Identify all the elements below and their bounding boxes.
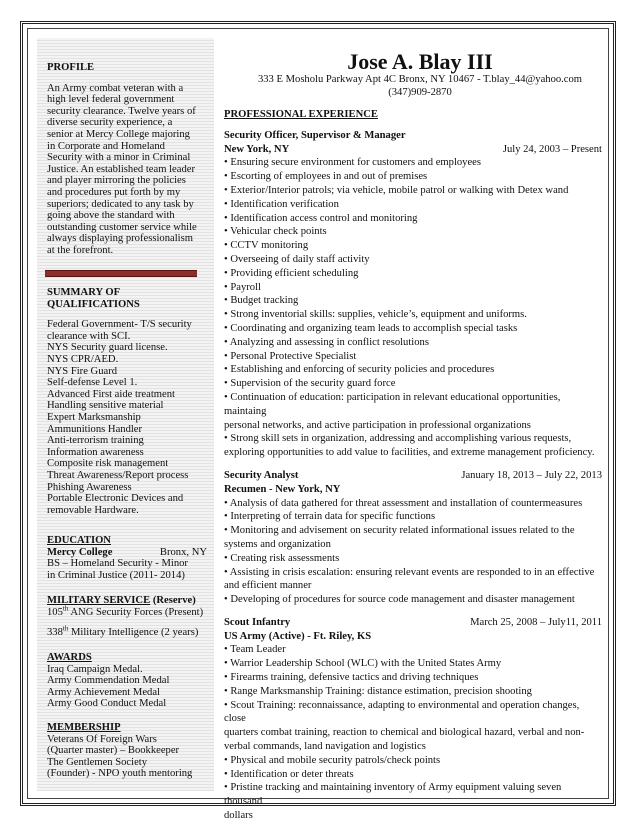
job1-bullet: personal networks, and active participation in professional organizations <box>224 419 531 431</box>
military-heading-suffix: (Reserve) <box>152 595 196 606</box>
job1-bullet: • Identification access control and monitoring <box>224 212 418 224</box>
profile-text <box>47 83 207 257</box>
awards-list <box>47 664 207 710</box>
job1-bullet: • Identification verification <box>224 198 339 210</box>
award-item: Army Achievement Medal <box>47 686 160 698</box>
qualifications-heading-1: SUMMARY OF <box>47 287 121 298</box>
job1-bullet: • Strong skill sets in organization, addressing and accomplishing various requests, <box>224 433 572 445</box>
membership-section <box>47 722 207 780</box>
profile-line: and procedures put forth by my <box>47 186 181 198</box>
profile-line: An Army combat veteran with a <box>47 82 184 94</box>
job1-location: New York, NY <box>224 143 290 155</box>
education-section <box>47 535 207 581</box>
experience-heading: PROFESSIONAL EXPERIENCE <box>224 109 378 120</box>
qualification-item: Phishing Awareness <box>47 481 132 493</box>
qualifications-section <box>47 287 207 516</box>
profile-line: Justice. An established team leader <box>47 163 195 175</box>
qualification-item: Anti-terrorism training <box>47 435 144 447</box>
membership-item: (Quarter master) – Bookkeeper <box>47 745 180 757</box>
qualification-item: removable Hardware. <box>47 504 139 516</box>
profile-section <box>47 62 207 257</box>
job2-bullet: • Developing of procedures for source code management and disaster management <box>224 594 575 606</box>
qualification-item: NYS CPR/AED. <box>47 353 119 365</box>
job2-bullet: • Assisting in crisis escalation: ensuring relevant events are responded to in an effective <box>224 566 595 578</box>
qualification-item: Expert Marksmanship <box>47 411 141 423</box>
job3-employer: US Army (Active) - Ft. Riley, KS <box>224 630 372 642</box>
job2-dates: January 18, 2013 – July 22, 2013 <box>461 469 602 481</box>
award-item: Army Good Conduct Medal <box>47 698 167 710</box>
awards-heading: AWARDS <box>47 652 92 663</box>
job1-bullet: • Escorting of employees in and out of premises <box>224 171 428 183</box>
qualification-item: Information awareness <box>47 446 144 458</box>
education-school: Mercy College <box>47 546 113 558</box>
profile-line: security clearance. Twelve years of <box>47 105 196 117</box>
military-item-1: 105th ANG Security Forces (Present) <box>47 604 204 618</box>
experience-section <box>224 108 602 823</box>
qualification-item: Self-defense Level 1. <box>47 377 138 389</box>
job1-bullet: • Supervision of the security guard force <box>224 378 396 390</box>
military-heading: MILITARY SERVICE <box>47 595 151 606</box>
qualifications-heading-2: QUALIFICATIONS <box>47 298 140 310</box>
qualifications-list <box>47 319 207 516</box>
job3-bullet: verbal commands, land navigation and logistics <box>224 741 426 753</box>
award-item: Army Commendation Medal <box>47 675 170 687</box>
job2-employer: Recumen - New York, NY <box>224 483 341 495</box>
membership-item: (Founder) - NPO youth mentoring <box>47 768 193 780</box>
profile-line: in Corporate and Homeland <box>47 140 165 152</box>
military-section <box>47 595 207 639</box>
job2-title: Security Analyst <box>224 469 299 481</box>
job2-title-row <box>224 469 602 483</box>
qualification-item: clearance with SCI. <box>47 330 131 342</box>
job1-bullet: • Overseeing of daily staff activity <box>224 253 370 265</box>
job3-bullet: dollars <box>224 810 253 822</box>
profile-line: going above the standard with <box>47 210 175 222</box>
job1-bullet: • Establishing and enforcing of security policies and procedures <box>224 364 495 376</box>
profile-line: high level federal government <box>47 94 175 106</box>
contact-phone: (347)909-2870 <box>388 87 452 98</box>
qualification-item: Threat Awareness/Report process <box>47 469 189 481</box>
job3-bullet: • Identification or deter threats <box>224 768 354 780</box>
job2-bullet: systems and organization <box>224 538 331 550</box>
job3-title-row <box>224 616 602 630</box>
job3-dates: March 25, 2008 – July11, 2011 <box>470 616 602 628</box>
job1-title: Security Officer, Supervisor & Manager <box>224 129 406 141</box>
job1-bullet: • Providing efficient scheduling <box>224 267 359 279</box>
job3-bullet: • Physical and mobile security patrols/check points <box>224 754 441 766</box>
profile-line: outstanding customer service while <box>47 221 197 233</box>
military-item-2: 338th Military Intelligence (2 years) <box>47 624 199 639</box>
job1-bullet: exploring opportunities to add value to facilities, and extreme management proficiency. <box>224 447 595 459</box>
education-line: BS – Homeland Security - Minor <box>47 558 188 570</box>
section-divider <box>45 270 197 277</box>
profile-heading: PROFILE <box>47 62 95 73</box>
qualification-item: NYS Fire Guard <box>47 365 118 377</box>
education-line: in Criminal Justice (2011- 2014) <box>47 569 185 581</box>
job3-bullet: quarters combat training, reaction to chemical and biological hazard, verbal and non- <box>224 727 585 739</box>
education-location: Bronx, NY <box>159 546 207 558</box>
job1-bullet: • Budget tracking <box>224 295 299 307</box>
candidate-name: Jose A. Blay III <box>347 49 493 74</box>
qualification-item: Federal Government- T/S security <box>47 319 192 331</box>
education-details <box>47 558 207 581</box>
awards-section <box>47 652 207 710</box>
profile-line: and player mirroring the policies <box>47 175 186 187</box>
job1-bullet: • CCTV monitoring <box>224 240 309 252</box>
job1-bullet: • Analyzing and assessing in conflict resolutions <box>224 336 429 348</box>
qualification-item: Handling sensitive material <box>47 400 164 412</box>
job2-bullet: • Analysis of data gathered for threat assessment and installation of countermeasures <box>224 497 583 509</box>
job1-bullet: • Vehicular check points <box>224 226 327 238</box>
job3-bullet: • Range Marksmanship Training: distance estimation, precision shooting <box>224 685 532 697</box>
qualification-item: Ammunitions Handler <box>47 423 143 435</box>
job2-bullet: • Interpreting of terrain data for specific functions <box>224 511 436 523</box>
profile-line: Security with a minor in Criminal <box>47 152 191 164</box>
qualification-item: NYS Security guard license. <box>47 342 168 354</box>
qualification-item: Portable Electronic Devices and <box>47 493 184 505</box>
job2-bullet: and efficient manner <box>224 580 312 592</box>
job3-bullet: • Scout Training: reconnaissance, adapting to environmental and operation changes, close <box>224 699 580 725</box>
job1-bullet: • Coordinating and organizing team leads to accomplish special tasks <box>224 322 518 334</box>
contact-info <box>210 73 630 99</box>
membership-item: Veterans Of Foreign Wars <box>47 733 157 745</box>
job2-bullet: • Creating risk assessments <box>224 552 340 564</box>
profile-line: diverse security experience, a <box>47 117 173 129</box>
job1-dates: July 24, 2003 – Present <box>502 143 602 155</box>
job3-title: Scout Infantry <box>224 616 291 628</box>
job2-bullets <box>224 497 602 607</box>
job1-bullet: • Continuation of education: participation in relevant educational opportunities, maintaing <box>224 391 561 417</box>
membership-heading: MEMBERSHIP <box>47 722 121 733</box>
award-item: Iraq Campaign Medal. <box>47 663 143 675</box>
job3-bullets <box>224 643 602 822</box>
job1-bullet: • Exterior/Interior patrols; via vehicle, mobile patrol or walking with Detex wand <box>224 184 569 196</box>
job1-bullet: • Ensuring secure environment for customers and employees <box>224 157 482 169</box>
job1-bullet: • Payroll <box>224 281 261 293</box>
job1-bullets <box>224 156 602 460</box>
qualification-item: Advanced First aide treatment <box>47 388 175 400</box>
education-heading: EDUCATION <box>47 535 111 546</box>
job3-bullet: • Warrior Leadership School (WLC) with the United States Army <box>224 658 502 670</box>
qualification-item: Composite risk management <box>47 458 169 470</box>
profile-line: senior at Mercy College majoring <box>47 128 190 140</box>
job1-bullet: • Personal Protective Specialist <box>224 350 357 362</box>
membership-list <box>47 734 207 780</box>
profile-line: always displaying professionalism <box>47 233 193 245</box>
job3-bullet: • Firearms training, defensive tactics and driving techniques <box>224 672 479 684</box>
profile-line: superiors; dedicated to any task by <box>47 198 194 210</box>
profile-line: at the forefront. <box>47 244 114 256</box>
job3-bullet: • Pristine tracking and maintaining inventory of Army equipment valuing seven thousand <box>224 782 562 808</box>
job1-bullet: • Strong inventorial skills: supplies, vehicle’s, equipment and uniforms. <box>224 309 527 321</box>
contact-address: 333 E Mosholu Parkway Apt 4C Bronx, NY 10467 - T.blay_44@yahoo.com <box>257 74 583 85</box>
job1-location-row <box>224 143 602 157</box>
job2-bullet: • Monitoring and advisement on security related informational issues related to the <box>224 525 575 537</box>
job3-bullet: • Team Leader <box>224 644 286 656</box>
membership-item: The Gentlemen Society <box>47 756 148 768</box>
